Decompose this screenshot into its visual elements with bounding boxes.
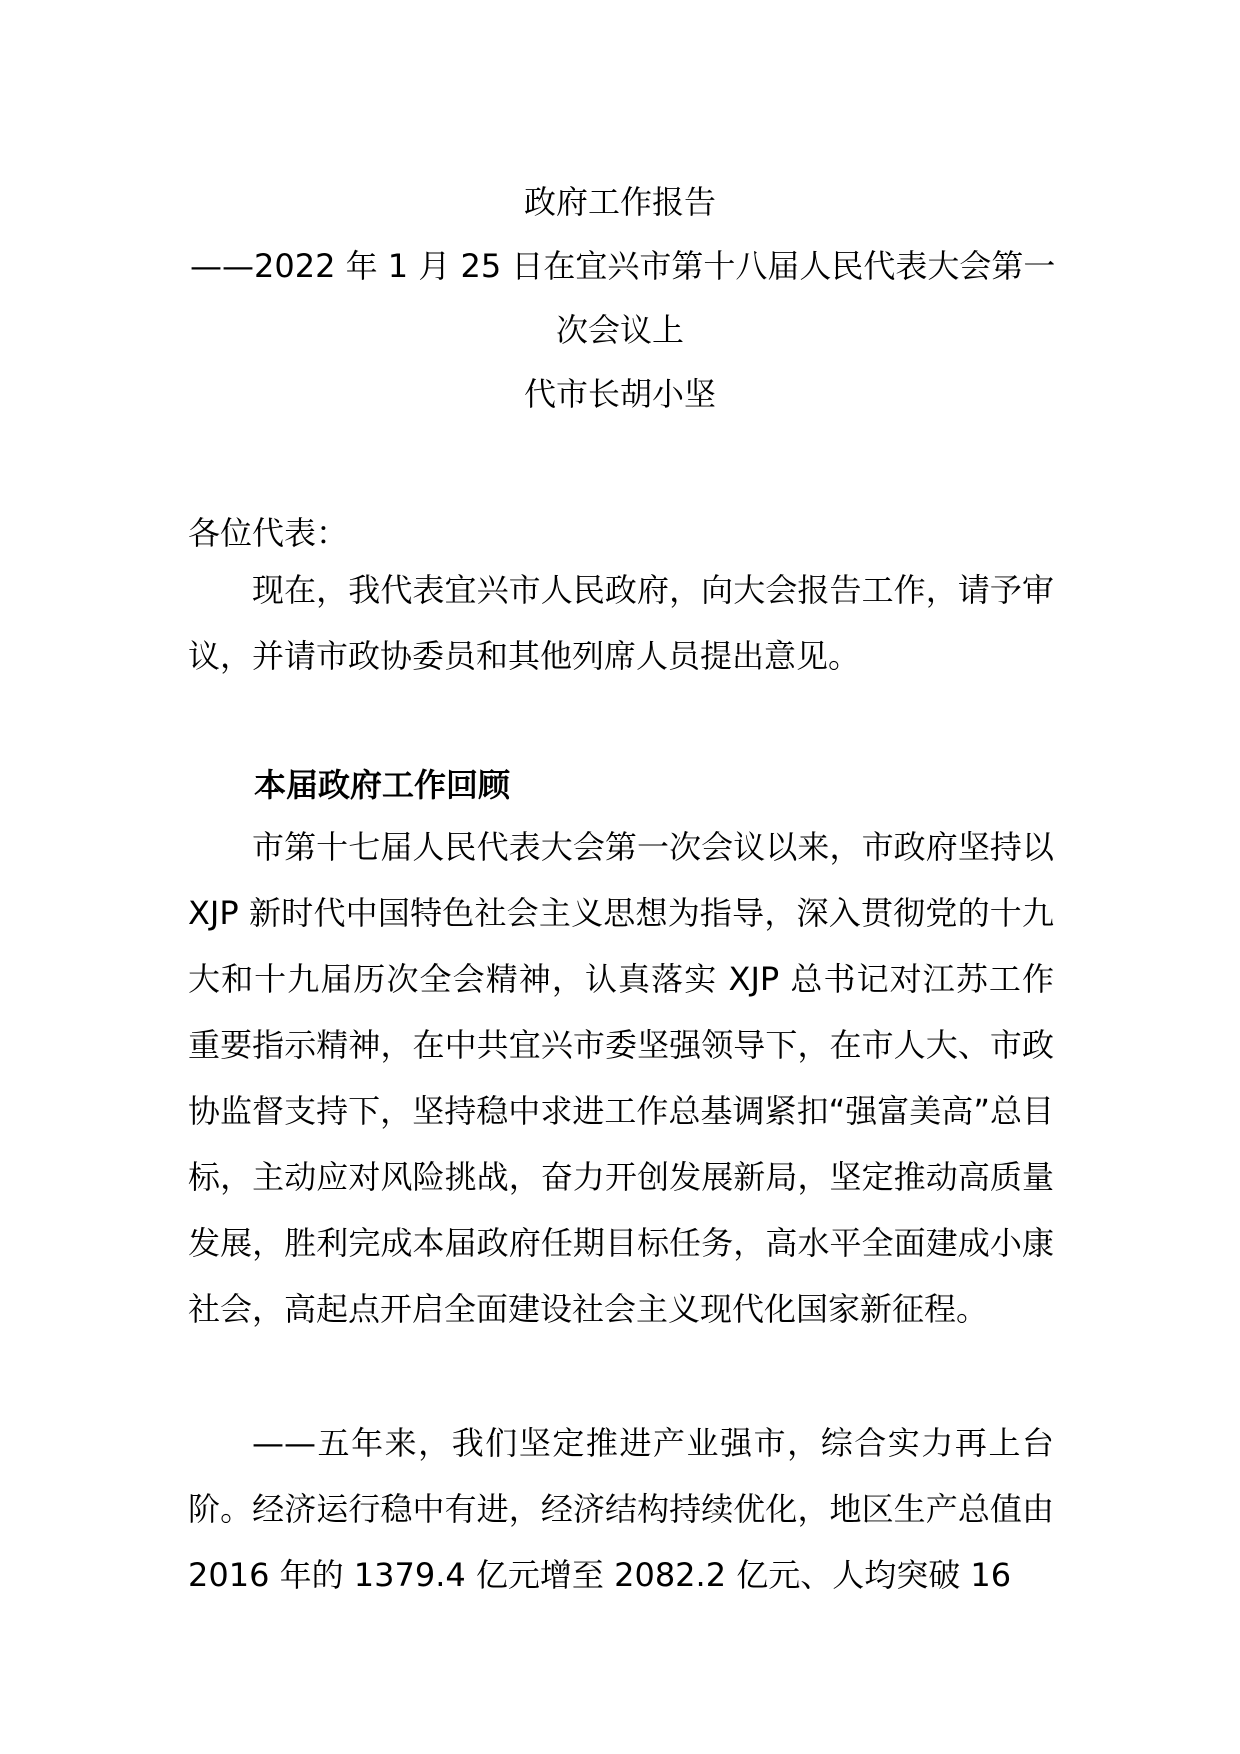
intro-paragraph: 现在，我代表宜兴市人民政府，向大会报告工作，请予审议，并请市政协委员和其他列席人员提出意见。 (188, 571, 1054, 675)
report-title: 政府工作报告 (523, 183, 716, 221)
review-paragraph: 市第十七届人民代表大会第一次会议以来，市政府坚持以 XJP 新时代中国特色社会主义思想为指导，深入贯彻党的十九大和十九届历次全会精神，认真落实 XJP 总书记对江苏工作重要指示精神，在中共宜兴市委坚强领导下，在市人大、市政协监督支持下，坚持稳中求进工作总基调紧扣“强富美高”总目标，主动应对风险挑战，奋力开创发展新局，坚定推动高质量发展，胜利完成本届政府任期目标任务，高水平全面建成小康社会，高起点开启全面建设社会主义现代化国家新征程。 (188, 828, 1054, 1328)
report-subtitle-line-2: 次会议上 (555, 311, 684, 349)
report-speaker: 代市长胡小坚 (523, 375, 716, 413)
title-block (190, 170, 1056, 426)
report-subtitle-line-1: ——2022 年 1 月 25 日在宜兴市第十八届人民代表大会第一 (190, 247, 1056, 285)
salutation: 各位代表： (188, 514, 349, 552)
five-years-paragraph: ——五年来，我们坚定推进产业强市，综合实力再上台阶。经济运行稳中有进，经济结构持续优化，地区生产总值由 2016 年的 1379.4 亿元增至 2082.2 亿元、人均突破 16 (188, 1424, 1054, 1594)
section-heading: 本届政府工作回顾 (254, 766, 511, 804)
